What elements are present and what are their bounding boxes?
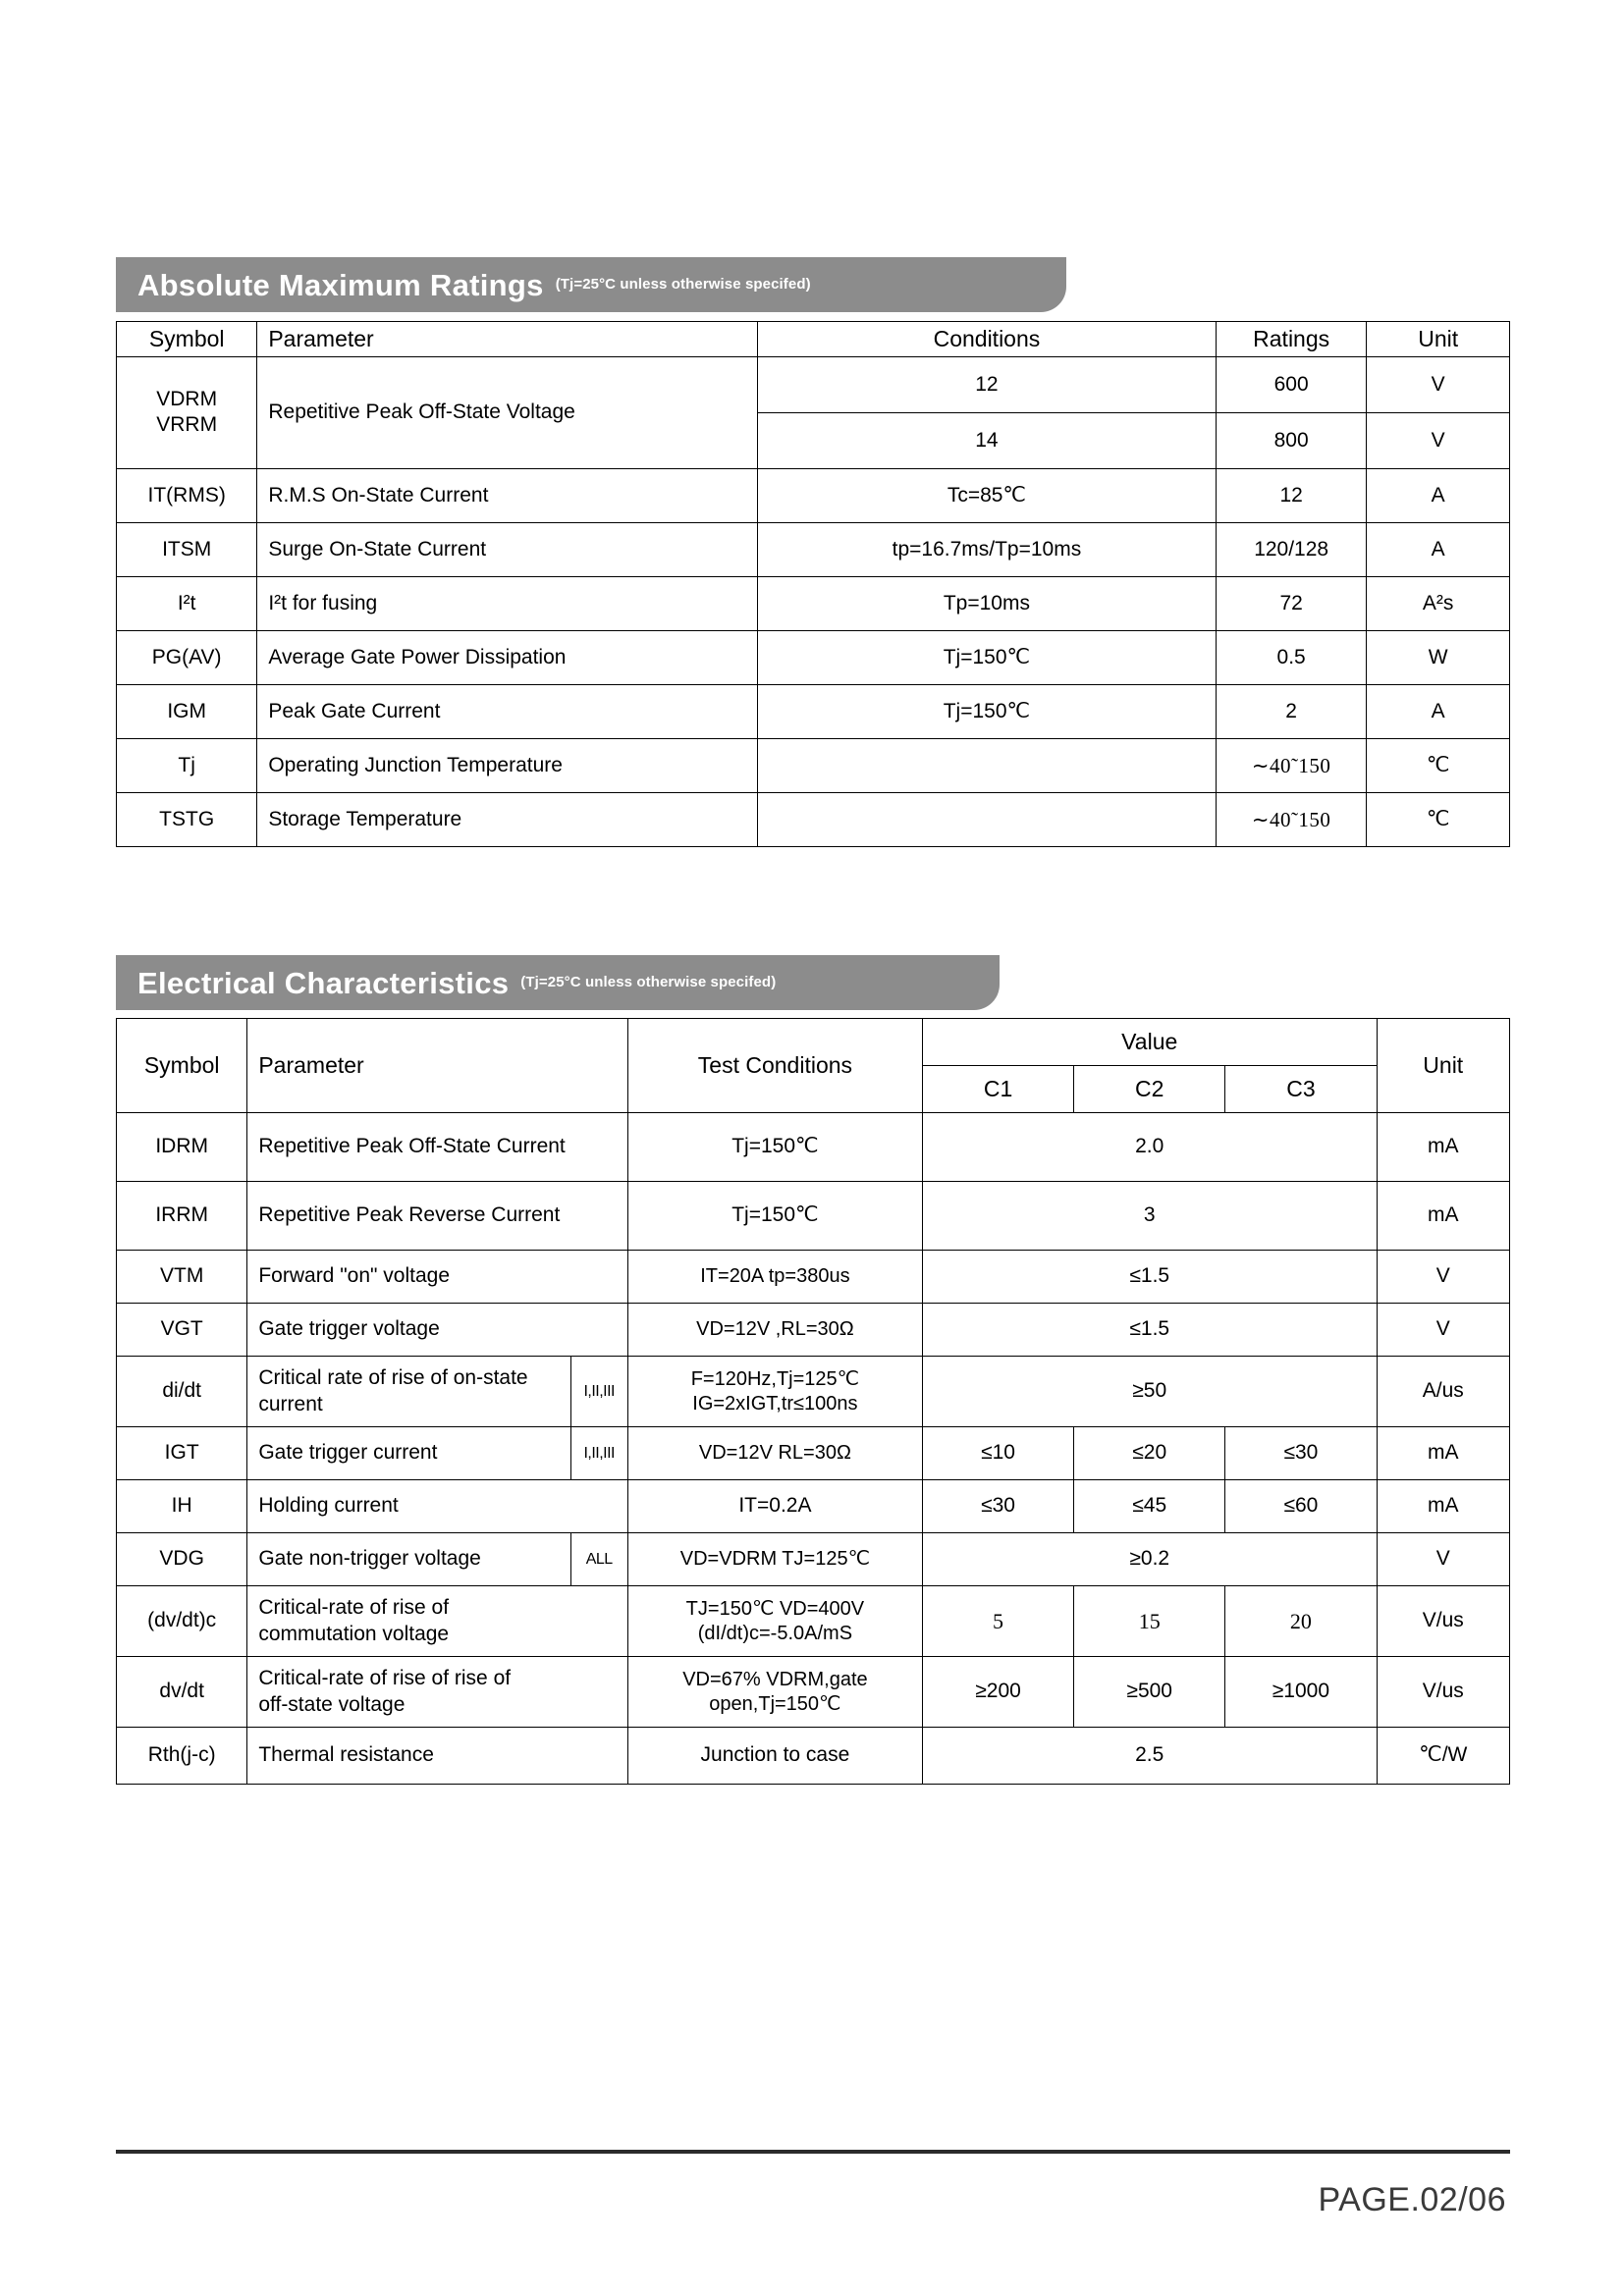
test-conditions-line-2: IG=2xIGT,tr≤100ns <box>692 1392 858 1415</box>
cell-symbol: (dv/dt)c <box>117 1586 247 1657</box>
cell-symbol: VTM <box>117 1251 247 1304</box>
cell-unit: ℃/W <box>1377 1728 1509 1785</box>
cell-ratings: 600 <box>1216 356 1366 412</box>
section-header-electrical-characteristics <box>116 955 1000 1010</box>
table-row <box>117 738 1510 792</box>
cell-test-conditions: Tj=150℃ <box>627 1113 922 1182</box>
cell-symbol: IDRM <box>117 1113 247 1182</box>
cell-ratings: 120/128 <box>1216 522 1366 576</box>
cell-ratings: 800 <box>1216 412 1366 468</box>
cell-test-conditions <box>627 1657 922 1728</box>
cell-value: 2.5 <box>922 1728 1377 1785</box>
cell-unit: ℃ <box>1367 738 1510 792</box>
cell-test-conditions: IT=20A tp=380us <box>627 1251 922 1304</box>
cell-parameter: Average Gate Power Dissipation <box>257 630 758 684</box>
symbol-line-1: VDRM <box>156 388 218 410</box>
cell-symbol <box>117 356 257 468</box>
col-header-c1: C1 <box>922 1066 1073 1113</box>
cell-ratings: 12 <box>1216 468 1366 522</box>
cell-value-c2: ≤45 <box>1074 1480 1225 1533</box>
table-row <box>117 1657 1510 1728</box>
cell-parameter: Repetitive Peak Reverse Current <box>247 1182 628 1251</box>
cell-value-c3: 20 <box>1225 1586 1377 1657</box>
cell-unit: mA <box>1377 1480 1509 1533</box>
col-header-c3: C3 <box>1225 1066 1377 1113</box>
cell-symbol: I²t <box>117 576 257 630</box>
col-header-parameter: Parameter <box>257 322 758 357</box>
cell-parameter <box>247 1657 628 1728</box>
test-conditions-line-1: TJ=150℃ VD=400V <box>685 1597 865 1620</box>
cell-unit: V <box>1367 412 1510 468</box>
col-header-unit: Unit <box>1367 322 1510 357</box>
cell-conditions: Tj=150℃ <box>757 684 1216 738</box>
test-conditions-line-2: (dI/dt)c=-5.0A/mS <box>697 1622 853 1644</box>
test-conditions-line-1: VD=67% VDRM,gate <box>682 1668 868 1690</box>
cell-parameter: R.M.S On-State Current <box>257 468 758 522</box>
cell-value: ≥50 <box>922 1357 1377 1427</box>
cell-unit: V <box>1377 1533 1509 1586</box>
cell-parameter: Operating Junction Temperature <box>257 738 758 792</box>
test-conditions-line-1: F=120Hz,Tj=125℃ <box>690 1367 860 1390</box>
cell-conditions: 14 <box>757 412 1216 468</box>
cell-test-conditions: VD=12V RL=30Ω <box>627 1427 922 1480</box>
cell-value: 3 <box>922 1182 1377 1251</box>
cell-unit: mA <box>1377 1427 1509 1480</box>
cell-value-c3: ≥1000 <box>1225 1657 1377 1728</box>
table-row <box>117 1251 1510 1304</box>
electrical-characteristics-table <box>116 1018 1510 1785</box>
parameter-line-2: commutation voltage <box>258 1622 450 1645</box>
cell-parameter: Thermal resistance <box>247 1728 628 1785</box>
cell-symbol: IT(RMS) <box>117 468 257 522</box>
cell-conditions: 12 <box>757 356 1216 412</box>
cell-unit: V/us <box>1377 1586 1509 1657</box>
cell-value-c2: 15 <box>1074 1586 1225 1657</box>
cell-ratings: 2 <box>1216 684 1366 738</box>
cell-symbol: IRRM <box>117 1182 247 1251</box>
section-header-absolute-maximum-ratings <box>116 257 1066 312</box>
cell-test-conditions <box>627 1357 922 1427</box>
cell-unit: W <box>1367 630 1510 684</box>
section-title: Electrical Characteristics <box>137 965 510 1000</box>
cell-symbol: PG(AV) <box>117 630 257 684</box>
cell-grade: ALL <box>570 1533 627 1586</box>
table-row <box>117 576 1510 630</box>
cell-grade: I,II,III <box>570 1427 627 1480</box>
cell-symbol: ITSM <box>117 522 257 576</box>
table-row <box>117 356 1510 412</box>
cell-test-conditions: VD=VDRM TJ=125℃ <box>627 1533 922 1586</box>
cell-unit: A²s <box>1367 576 1510 630</box>
col-header-ratings: Ratings <box>1216 322 1366 357</box>
cell-symbol: Rth(j-c) <box>117 1728 247 1785</box>
cell-value-c2: ≤20 <box>1074 1427 1225 1480</box>
table-header-row <box>117 322 1510 357</box>
cell-test-conditions: Junction to case <box>627 1728 922 1785</box>
cell-ratings: ∼40˜150 <box>1216 792 1366 846</box>
cell-parameter: Gate trigger current <box>247 1427 570 1480</box>
table-row <box>117 792 1510 846</box>
cell-parameter: Repetitive Peak Off-State Voltage <box>257 356 758 468</box>
table-row <box>117 1533 1510 1586</box>
cell-parameter: Storage Temperature <box>257 792 758 846</box>
col-header-conditions: Conditions <box>757 322 1216 357</box>
cell-unit: A <box>1367 522 1510 576</box>
col-header-test-conditions: Test Conditions <box>627 1019 922 1113</box>
table-row <box>117 1113 1510 1182</box>
footer-divider <box>116 2150 1510 2154</box>
cell-unit: A/us <box>1377 1357 1509 1427</box>
cell-parameter: Repetitive Peak Off-State Current <box>247 1113 628 1182</box>
cell-parameter: Peak Gate Current <box>257 684 758 738</box>
table-row <box>117 1427 1510 1480</box>
table-row <box>117 1357 1510 1427</box>
table-row <box>117 630 1510 684</box>
col-header-parameter: Parameter <box>247 1019 628 1113</box>
cell-unit: ℃ <box>1367 792 1510 846</box>
cell-symbol: TSTG <box>117 792 257 846</box>
cell-parameter: I²t for fusing <box>257 576 758 630</box>
cell-parameter <box>247 1586 628 1657</box>
cell-value-c1: 5 <box>922 1586 1073 1657</box>
cell-symbol: Tj <box>117 738 257 792</box>
cell-grade: I,II,III <box>570 1357 627 1427</box>
section-note: (Tj=25°C unless otherwise specifed) <box>520 973 777 990</box>
cell-test-conditions <box>627 1586 922 1657</box>
cell-unit: V/us <box>1377 1657 1509 1728</box>
cell-conditions: Tp=10ms <box>757 576 1216 630</box>
cell-value: 2.0 <box>922 1113 1377 1182</box>
cell-test-conditions: Tj=150℃ <box>627 1182 922 1251</box>
cell-ratings: ∼40˜150 <box>1216 738 1366 792</box>
absolute-maximum-ratings-table <box>116 321 1510 847</box>
col-header-value: Value <box>922 1019 1377 1066</box>
cell-symbol: di/dt <box>117 1357 247 1427</box>
parameter-line-1: Critical-rate of rise of rise of <box>258 1667 512 1690</box>
cell-unit: mA <box>1377 1113 1509 1182</box>
cell-value-c1: ≤30 <box>922 1480 1073 1533</box>
cell-unit: V <box>1367 356 1510 412</box>
cell-value-c3: ≤60 <box>1225 1480 1377 1533</box>
parameter-line-1: Critical-rate of rise of <box>258 1596 450 1620</box>
cell-parameter: Forward "on" voltage <box>247 1251 628 1304</box>
cell-conditions: Tj=150℃ <box>757 630 1216 684</box>
cell-test-conditions: IT=0.2A <box>627 1480 922 1533</box>
cell-parameter: Critical rate of rise of on-state current <box>247 1357 570 1427</box>
col-header-c2: C2 <box>1074 1066 1225 1113</box>
page-number: PAGE.02/06 <box>1318 2181 1506 2218</box>
cell-value: ≥0.2 <box>922 1533 1377 1586</box>
parameter-line-2: off-state voltage <box>258 1692 406 1716</box>
table-row <box>117 1304 1510 1357</box>
cell-unit: mA <box>1377 1182 1509 1251</box>
cell-symbol: VGT <box>117 1304 247 1357</box>
cell-symbol: dv/dt <box>117 1657 247 1728</box>
cell-parameter: Gate trigger voltage <box>247 1304 628 1357</box>
table-row <box>117 1728 1510 1785</box>
table-row <box>117 468 1510 522</box>
table-header-row <box>117 1019 1510 1066</box>
cell-value-c1: ≥200 <box>922 1657 1073 1728</box>
cell-symbol: VDG <box>117 1533 247 1586</box>
cell-symbol: IGM <box>117 684 257 738</box>
cell-ratings: 72 <box>1216 576 1366 630</box>
cell-parameter: Gate non-trigger voltage <box>247 1533 570 1586</box>
table-row <box>117 684 1510 738</box>
col-header-unit: Unit <box>1377 1019 1509 1113</box>
cell-value-c3: ≤30 <box>1225 1427 1377 1480</box>
cell-unit: V <box>1377 1251 1509 1304</box>
cell-value-c2: ≥500 <box>1074 1657 1225 1728</box>
section-title: Absolute Maximum Ratings <box>137 267 544 302</box>
table-row <box>117 1586 1510 1657</box>
cell-value-c1: ≤10 <box>922 1427 1073 1480</box>
cell-unit: V <box>1377 1304 1509 1357</box>
cell-conditions <box>757 792 1216 846</box>
cell-ratings: 0.5 <box>1216 630 1366 684</box>
cell-conditions: tp=16.7ms/Tp=10ms <box>757 522 1216 576</box>
section-note: (Tj=25°C unless otherwise specifed) <box>555 275 811 293</box>
cell-symbol: IGT <box>117 1427 247 1480</box>
cell-parameter: Holding current <box>247 1480 628 1533</box>
cell-unit: A <box>1367 684 1510 738</box>
cell-conditions: Tc=85℃ <box>757 468 1216 522</box>
symbol-line-2: VRRM <box>156 413 218 437</box>
col-header-symbol: Symbol <box>117 322 257 357</box>
cell-parameter: Surge On-State Current <box>257 522 758 576</box>
cell-conditions <box>757 738 1216 792</box>
cell-unit: A <box>1367 468 1510 522</box>
table-row <box>117 522 1510 576</box>
table-row <box>117 1480 1510 1533</box>
table-row <box>117 1182 1510 1251</box>
col-header-symbol: Symbol <box>117 1019 247 1113</box>
cell-test-conditions: VD=12V ,RL=30Ω <box>627 1304 922 1357</box>
cell-value: ≤1.5 <box>922 1304 1377 1357</box>
cell-value: ≤1.5 <box>922 1251 1377 1304</box>
test-conditions-line-2: open,Tj=150℃ <box>709 1692 841 1715</box>
cell-symbol: IH <box>117 1480 247 1533</box>
